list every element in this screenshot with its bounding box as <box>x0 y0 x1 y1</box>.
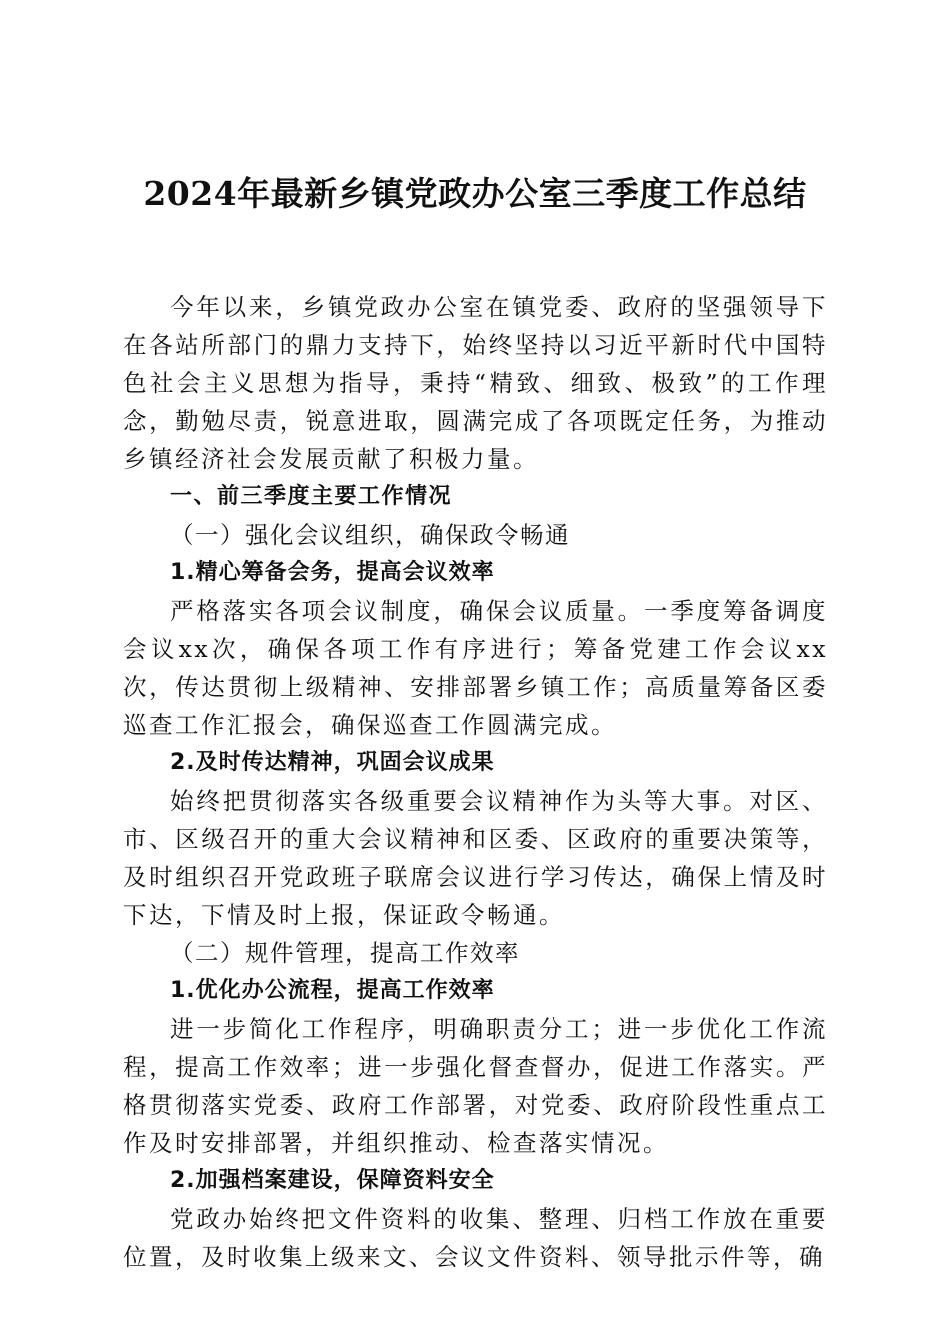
body-paragraph: 进一步简化工作程序，明确职责分工；进一步优化工作流程，提高工作效率；进一步强化督查督办，促进工作落实。严格贯彻落实党委、政府工作部署，对党委、政府阶段性重点工作及时安排部署，并组织推动、检查落实情况。 <box>123 1015 828 1157</box>
subsection-heading: （一）强化会议组织，确保政令畅通 <box>170 521 570 549</box>
item-heading: 1.精心筹备会务，提高会议效率 <box>170 560 495 585</box>
section-heading: 一、前三季度主要工作情况 <box>170 484 453 509</box>
body-paragraph: 严格落实各项会议制度，确保会议质量。一季度筹备调度会议xx次，确保各项工作有序进行；筹备党建工作会议xx次，传达贯彻上级精神、安排部署乡镇工作；高质量筹备区委巡查工作汇报会，确保巡查工作圆满完成。 <box>123 597 828 739</box>
intro-paragraph: 今年以来，乡镇党政办公室在镇党委、政府的坚强领导下在各站所部门的鼎力支持下，始终坚持以习近平新时代中国特色社会主义思想为指导，秉持“精致、细致、极致”的工作理念，勤勉尽责，锐意进取，圆满完成了各项既定任务，为推动乡镇经济社会发展贡献了积极力量。 <box>123 293 828 473</box>
item-heading: 2.加强档案建设，保障资料安全 <box>170 1168 495 1193</box>
subsection-heading: （二）规件管理，提高工作效率 <box>170 939 520 967</box>
document-title: 2024年最新乡镇党政办公室三季度工作总结 <box>143 174 807 213</box>
body-paragraph: 始终把贯彻落实各级重要会议精神作为头等大事。对区、市、区级召开的重大会议精神和区委、区政府的重要决策等，及时组织召开党政班子联席会议进行学习传达，确保上情及时下达，下情及时上报，保证政令畅通。 <box>123 787 828 929</box>
body-paragraph: 党政办始终把文件资料的收集、整理、归档工作放在重要位置，及时收集上级来文、会议文件资料、领导批示件等，确 <box>123 1205 828 1271</box>
item-heading: 2.及时传达精神，巩固会议成果 <box>170 750 495 775</box>
item-heading: 1.优化办公流程，提高工作效率 <box>170 978 495 1003</box>
document-body <box>123 288 828 1276</box>
